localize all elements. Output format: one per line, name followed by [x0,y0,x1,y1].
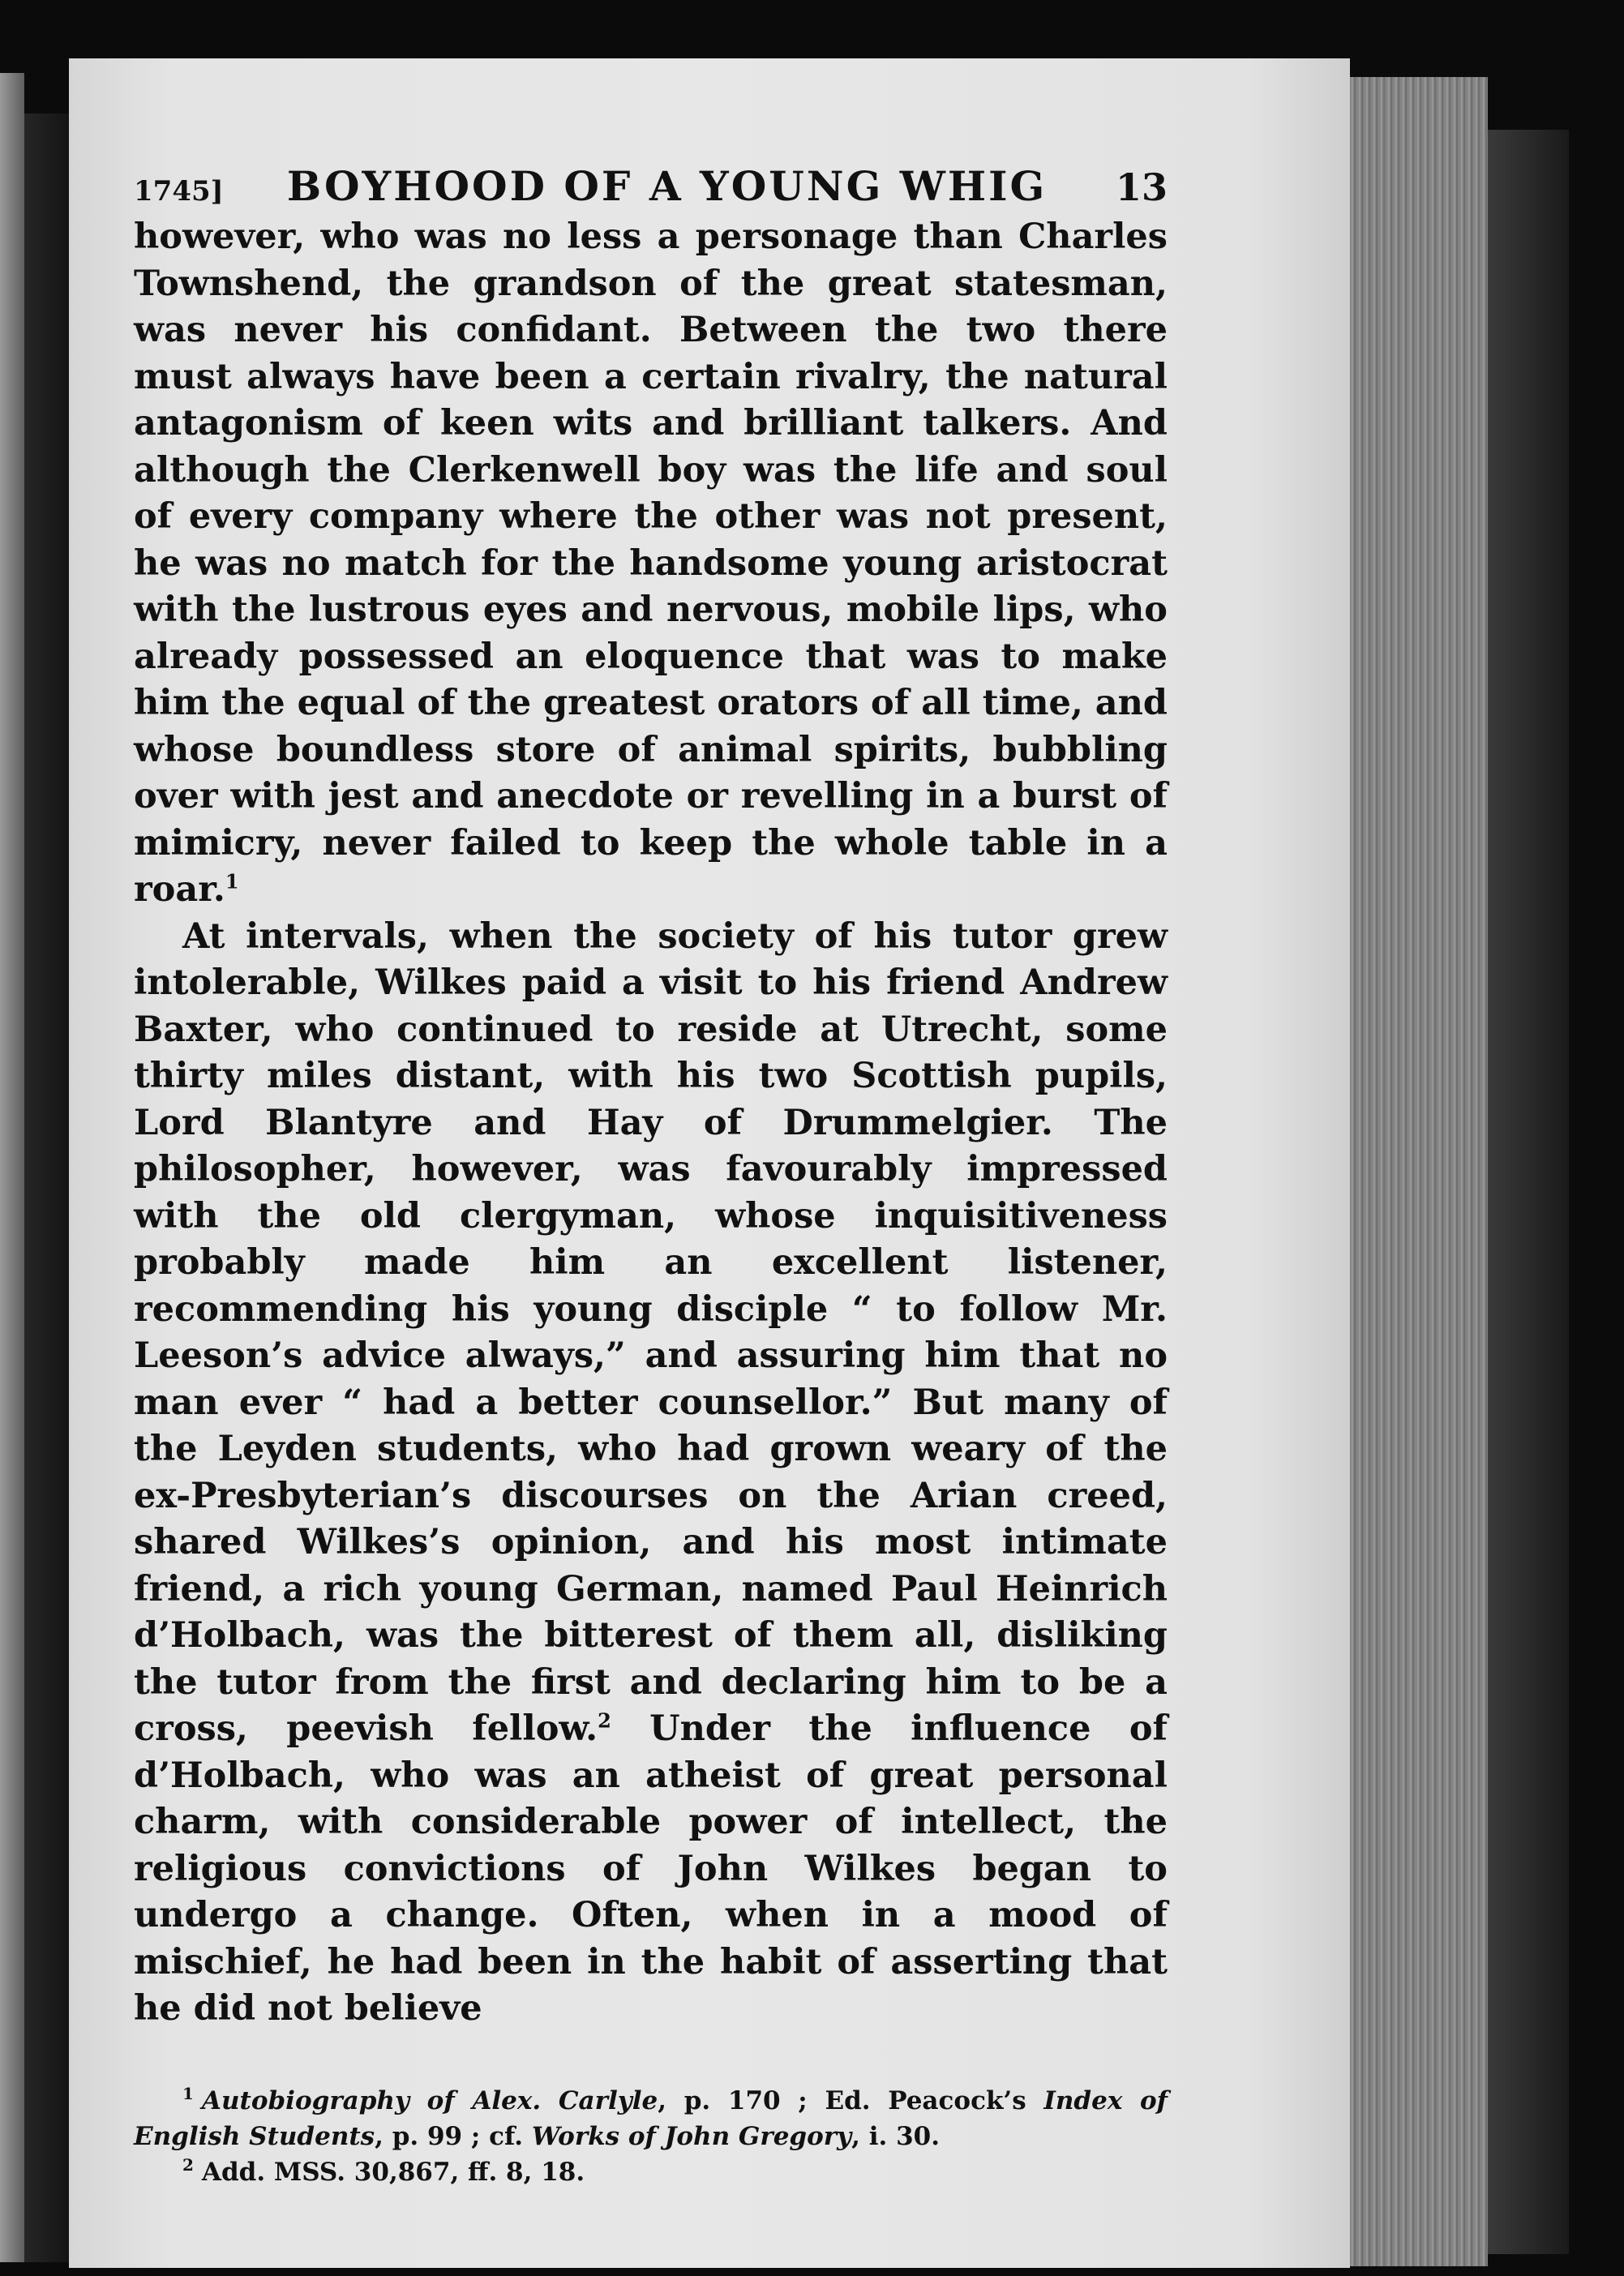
footnote-1 [134,2083,1168,2154]
page-number: 13 [1115,165,1168,209]
paragraph-1 [134,214,1168,914]
gutter-shadow [24,114,69,2262]
footnote-2-mark: 2 [182,2155,194,2175]
footnote-1-text-b: , p. 99 ; cf. [375,2121,532,2151]
footnotes [134,2083,1168,2190]
footnote-1-title-gregory: Works of John Gregory [531,2121,852,2151]
page-text [134,162,1168,2190]
paragraph-2-text-b: Under the influence of d’Holbach, who was an atheist of great personal charm, with considerable power of intellect, the religious convictions of John Wilkes began to undergo a change. Often, when in a mood of mischief, he had been in the habit of asserting that he did not believe [134,1708,1168,2029]
footnote-1-mark: 1 [182,2084,194,2104]
paragraph-2 [134,914,1168,2033]
footnote-reference-2: 2 [598,1708,611,1733]
facing-page-edge [0,73,24,2262]
footnote-1-text-c: , i. 30. [851,2121,941,2151]
footnote-1-title-peacock: Index of English Students [134,2085,1168,2151]
cover-edge-shadow [1488,130,1569,2254]
running-head [134,162,1168,214]
footnote-2-text: Add. MSS. 30,867, ff. 8, 18. [201,2157,585,2187]
stacked-page-edges [1350,77,1488,2266]
paragraph-1-text: however, who was no less a personage than Charles Townshend, the grandson of the great statesman, was never his confidant. Between the two there must always have been a certain rivalry, the natural antagonism of keen wits and brilliant talkers. And although the Clerkenwell boy was the life and soul of every company where the other was not present, he was no match for the handsome young aristocrat with the lustrous eyes and nervous, mobile lips, who already possessed an eloquence that was to make him the equal of the greatest orators of all time, and whose boundless store of animal spirits, bubbling over with jest and anecdote or revelling in a burst of mimicry, never failed to keep the whole table in a roar. [134,216,1168,910]
paragraph-2-text-a: At intervals, when the society of his tutor grew intolerable, Wilkes paid a visit to his friend Andrew Baxter, who continued to reside at Utrecht, some thirty miles distant, with his two Scottish pupils, Lord Blantyre and Hay of Drummelgier. The philosopher, however, was favourably impressed with the old clergyman, whose inquisitiveness probably made him an excellent listener, recommending his young disciple “ to follow Mr. Leeson’s advice always,” and assuring him that no man ever “ had a better counsellor.” But many of the Leyden students, who had grown weary of the ex-Presbyterian’s discourses on the Arian creed, shared Wilkes’s opinion, and his most intimate friend, a rich young German, named Paul Heinrich d’Holbach, was the bitterest of them all, disliking the tutor from the first and declaring him to be a cross, peevish fellow. [134,915,1168,1749]
footnote-2 [134,2154,1168,2190]
footnote-1-text-a: , p. 170 ; Ed. Peacock’s [658,2085,1044,2115]
running-head-title: BOYHOOD OF A YOUNG WHIG [286,162,1048,210]
running-head-year: 1745] [134,175,224,208]
footnote-reference-1: 1 [225,869,239,894]
footnote-1-title-carlyle: Autobiography of Alex. Carlyle [201,2085,658,2115]
